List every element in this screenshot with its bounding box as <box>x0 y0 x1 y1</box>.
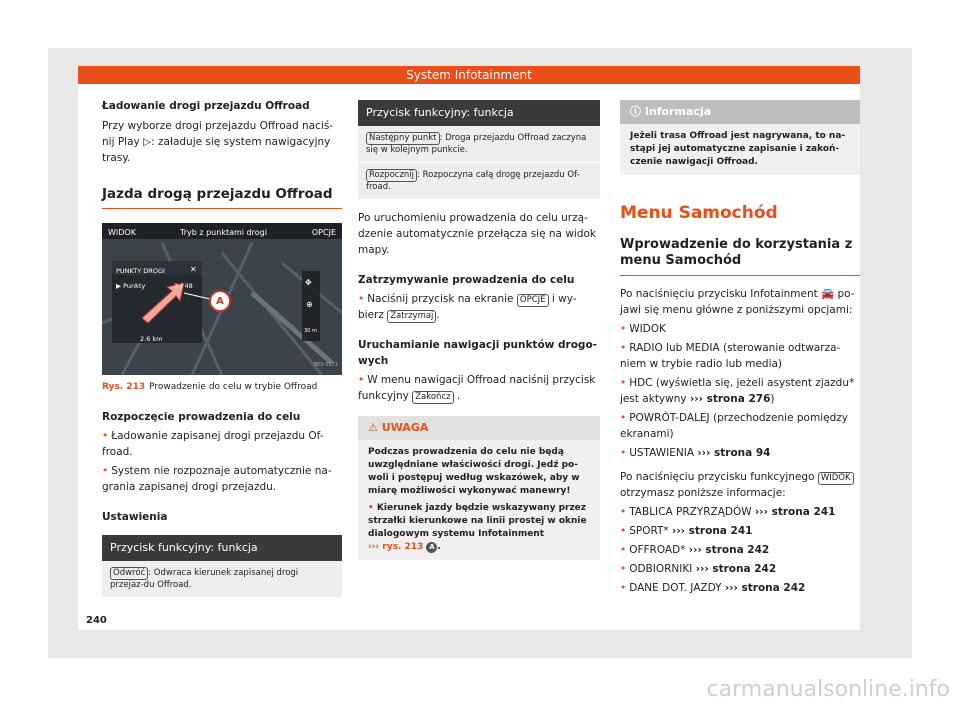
bullet-icon: • <box>620 412 627 424</box>
column-2 <box>358 84 600 560</box>
page-reference-link[interactable]: ››› strona 242 <box>695 563 777 575</box>
key-reverse: Odwróć <box>110 567 148 580</box>
table-row-text: : Rozpoczyna całą drogę przejazdu Of-froad. <box>366 170 580 192</box>
heading-waypoint-nav: Uruchamianie nawigacji punktów drogo-wych <box>358 339 598 367</box>
paragraph-view-info <box>620 469 860 501</box>
key-options: OPCJE <box>517 294 549 307</box>
list-item-tail: ) <box>770 393 775 405</box>
view-options-list <box>620 504 860 596</box>
caption-label: Rys. 213 <box>102 382 146 392</box>
menu-title: Menu Samochód <box>620 203 778 223</box>
page-reference-link[interactable]: ››› strona 241 <box>672 525 753 537</box>
section-title-menu: Wprowadzenie do korzystania z menu Samochód <box>620 227 860 276</box>
warning-icon: ⚠ <box>368 421 378 434</box>
list-item <box>620 375 860 407</box>
page-reference-link[interactable]: ››› strona 242 <box>724 582 806 594</box>
list-item <box>620 523 860 539</box>
bullet-icon: • <box>620 323 627 335</box>
bullet-icon: • <box>358 293 365 305</box>
figure-marker-a: A <box>216 296 224 307</box>
figure-view-label: WIDOK <box>108 228 136 237</box>
bullet-icon: • <box>620 377 627 389</box>
warning-box <box>358 416 600 560</box>
column-1 <box>102 84 342 598</box>
figure-panel-row-label: ▶ Punkty <box>116 282 146 290</box>
list-item-text: OFFROAD* <box>629 544 686 556</box>
info-title: Informacja <box>644 105 712 118</box>
header-title: System Infotainment <box>78 66 860 84</box>
list-item-text: TABLICA PRZYRZĄDÓW <box>629 506 752 518</box>
heading-stop-guidance: Zatrzymywanie prowadzenia do celu <box>358 274 575 286</box>
list-item: • W menu nawigacji Offroad naciśnij przycisk funkcyjny Zakończ . <box>358 374 596 402</box>
bullet-icon: • <box>358 374 365 386</box>
list-item <box>620 321 860 337</box>
list-item <box>620 340 860 372</box>
list-item-text: Ładowanie zapisanej drogi przejazdu Of-froad. <box>102 430 324 458</box>
bullet-icon: • <box>620 544 627 556</box>
key-next-point: Następny punkt <box>366 132 440 145</box>
key-stop: Zatrzymaj <box>387 310 436 323</box>
close-icon: ✕ <box>190 265 197 274</box>
list-item-text: ODBIORNIKI <box>629 563 693 575</box>
page-reference-link[interactable]: ››› strona 242 <box>688 544 770 556</box>
figure-navigation-screen <box>102 223 342 375</box>
warning-text: Podczas prowadzenia do celu nie będą uwzględniane właściwości drogi. Jedź po-woli i postępuj według wskazówek, aby w miarę możliwości wykonywać manewry! <box>368 447 580 496</box>
figure-panel-row-value: 3 / 48 <box>174 282 193 290</box>
page-number: 240 <box>86 615 107 626</box>
list-item-text: W menu nawigacji Offroad naciśnij przycisk funkcyjny <box>358 374 596 402</box>
bullet-icon: • <box>620 506 627 518</box>
list-item-text: i wy-bierz <box>358 293 577 321</box>
table-header: Przycisk funkcyjny: funkcja <box>102 535 342 561</box>
key-finish: Zakończ <box>412 391 453 404</box>
list-item <box>102 428 342 460</box>
bullet-icon: • <box>102 465 109 477</box>
bullet-icon: • <box>368 503 374 513</box>
list-item-text: USTAWIENIA <box>629 447 695 459</box>
heading-settings: Ustawienia <box>102 511 168 523</box>
warning-bullet-text: Kierunek jazdy będzie wskazywany przez strzałki kierunkowe na linii prostej w oknie dialogowym systemu Infotainment <box>368 503 587 539</box>
bullet-icon: • <box>620 342 627 354</box>
info-icon: ⓘ <box>630 105 641 118</box>
table-row-text: : Odwraca kierunek zapisanej drogi przejaz-du Offroad. <box>110 568 299 590</box>
heading-start-guidance: Rozpoczęcie prowadzenia do celu <box>102 411 301 423</box>
list-item-text: HDC (wyświetla się, jeżeli asystent zjazdu* jest aktywny <box>620 377 855 405</box>
paragraph-text: Po naciśnięciu przycisku funkcyjnego <box>620 471 815 483</box>
page-reference-link[interactable]: ››› strona 276 <box>689 393 771 405</box>
list-item-text: RADIO lub MEDIA (sterowanie odtwarza-niem w trybie radio lub media) <box>620 342 841 370</box>
figure-reference-link[interactable]: ››› rys. 213 <box>368 542 424 552</box>
heading-load-route: Ładowanie drogi przejazdu Offroad <box>102 100 310 112</box>
list-item <box>620 445 860 461</box>
north-icon: ⊕ <box>306 300 313 309</box>
list-item-text: System nie rozpoznaje automatycznie na-grania zapisanej drogi przejazdu. <box>102 465 332 493</box>
list-item <box>102 463 342 495</box>
list-item <box>620 410 860 442</box>
list-item-text: POWRÓT-DALEJ (przechodzenie pomiędzy ekranami) <box>620 412 848 440</box>
paragraph-text: otrzymasz poniższe informacje: <box>620 487 786 499</box>
figure-mode-label: Tryb z punktami drogi <box>180 228 267 237</box>
bullet-icon: • <box>102 430 109 442</box>
column-3 <box>620 84 860 596</box>
table-row <box>102 561 342 598</box>
marker-a-icon: A <box>426 542 437 553</box>
list-item <box>620 504 860 520</box>
page-reference-link[interactable]: ››› strona 94 <box>697 447 771 459</box>
info-header <box>620 100 860 124</box>
list-item <box>368 502 590 541</box>
table-header: Przycisk funkcyjny: funkcja <box>358 100 600 126</box>
menu-options-list <box>620 321 860 461</box>
table-row <box>358 163 600 200</box>
section-title-offroad: Jazda drogą przejazdu Offroad <box>102 176 342 209</box>
list-item-text: SPORT* <box>629 525 669 537</box>
warning-title: UWAGA <box>381 421 429 434</box>
table-row-text: : Droga przejazdu Offroad zaczyna się w kolejnym punkcie. <box>366 133 587 155</box>
compass-icon: ✥ <box>305 278 312 287</box>
key-start: Rozpocznij <box>366 169 417 182</box>
table-row <box>358 126 600 163</box>
key-view: WIDOK <box>818 472 854 485</box>
figure-options-label: OPCJE <box>311 228 336 237</box>
list-item: • Naciśnij przycisk na ekranie OPCJE i wy-bierz Zatrzymaj . <box>358 293 577 321</box>
list-item-text: WIDOK <box>629 323 666 335</box>
list-item <box>620 542 860 558</box>
figure-caption <box>102 379 342 395</box>
bullet-icon: • <box>620 525 627 537</box>
info-box <box>620 100 860 175</box>
list-item <box>620 580 860 596</box>
list-item-text: Naciśnij przycisk na ekranie <box>367 293 514 305</box>
warning-header <box>358 416 600 440</box>
bullet-icon: • <box>620 582 627 594</box>
caption-text: Prowadzenie do celu w trybie Offroad <box>149 382 318 392</box>
info-text: Jeżeli trasa Offroad jest nagrywana, to na-stąpi jej automatyczne zapisanie i zakoń-czenie nawigacji Offroad. <box>630 131 846 167</box>
list-item <box>620 561 860 577</box>
bullet-icon: • <box>620 563 627 575</box>
warning-reference[interactable]: ››› rys. 213 A . <box>368 542 441 552</box>
warning-body <box>358 440 600 560</box>
figure-panel-title: PUNKTY DROGI <box>116 267 165 275</box>
paragraph-main-menu: Po naciśnięciu przycisku Infotainment 🚘 po-jawi się menu główne z poniższymi opcjami: <box>620 288 855 316</box>
page-reference-link[interactable]: ››› strona 241 <box>754 506 836 518</box>
figure-code: BES-0171 <box>313 362 338 368</box>
bullet-icon: • <box>620 447 627 459</box>
paragraph-map-view: Po uruchomieniu prowadzenia do celu urzą-dzenie automatycznie przełącza się na widok mapy. <box>358 212 596 256</box>
watermark: carmanualsonline.info <box>706 677 950 702</box>
figure-scale: 30 m <box>304 328 317 334</box>
paragraph-load-route: Przy wyborze drogi przejazdu Offroad naciś-nij Play ▷: załaduje się system nawigacyjny trasy. <box>102 120 334 164</box>
figure-distance: 2.6 km <box>140 335 163 343</box>
list-item-text: DANE DOT. JAZDY <box>629 582 722 594</box>
